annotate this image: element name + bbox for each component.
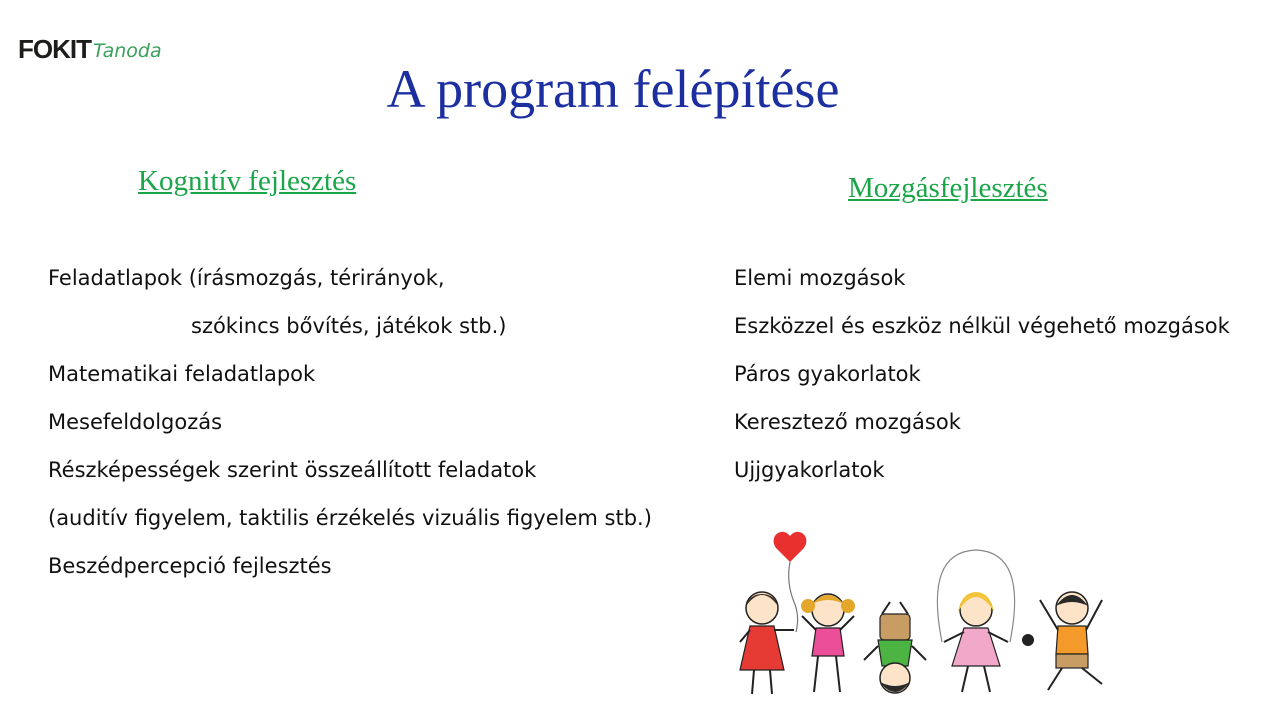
slide-title: A program felépítése xyxy=(386,59,840,119)
list-item: Ujjgyakorlatok xyxy=(734,458,885,482)
list-item: Eszközzel és eszköz nélkül végehető mozgások xyxy=(734,314,1230,338)
list-item: Páros gyakorlatok xyxy=(734,362,921,386)
right-column-heading: Mozgásfejlesztés xyxy=(848,172,1048,204)
playing-children-illustration xyxy=(732,526,1112,706)
list-item: Matematikai feladatlapok xyxy=(48,362,316,386)
list-item: Feladatlapok (írásmozgás, térirányok, xyxy=(48,266,445,290)
left-column-list xyxy=(48,254,652,590)
list-item: szókincs bővítés, játékok stb.) xyxy=(191,314,507,338)
list-item: Keresztező mozgások xyxy=(734,410,961,434)
logo-suffix: Tanoda xyxy=(93,40,162,62)
logo-brand: FOKIT xyxy=(18,34,91,64)
list-item: Részképességek szerint összeállított feladatok xyxy=(48,458,537,482)
list-item: Beszédpercepció fejlesztés xyxy=(48,554,332,578)
right-column-list xyxy=(734,254,1230,494)
left-column-heading: Kognitív fejlesztés xyxy=(138,165,357,197)
list-item: Mesefeldolgozás xyxy=(48,410,223,434)
list-item: Elemi mozgások xyxy=(734,266,906,290)
list-item: (auditív figyelem, taktilis érzékelés vizuális figyelem stb.) xyxy=(48,506,652,530)
